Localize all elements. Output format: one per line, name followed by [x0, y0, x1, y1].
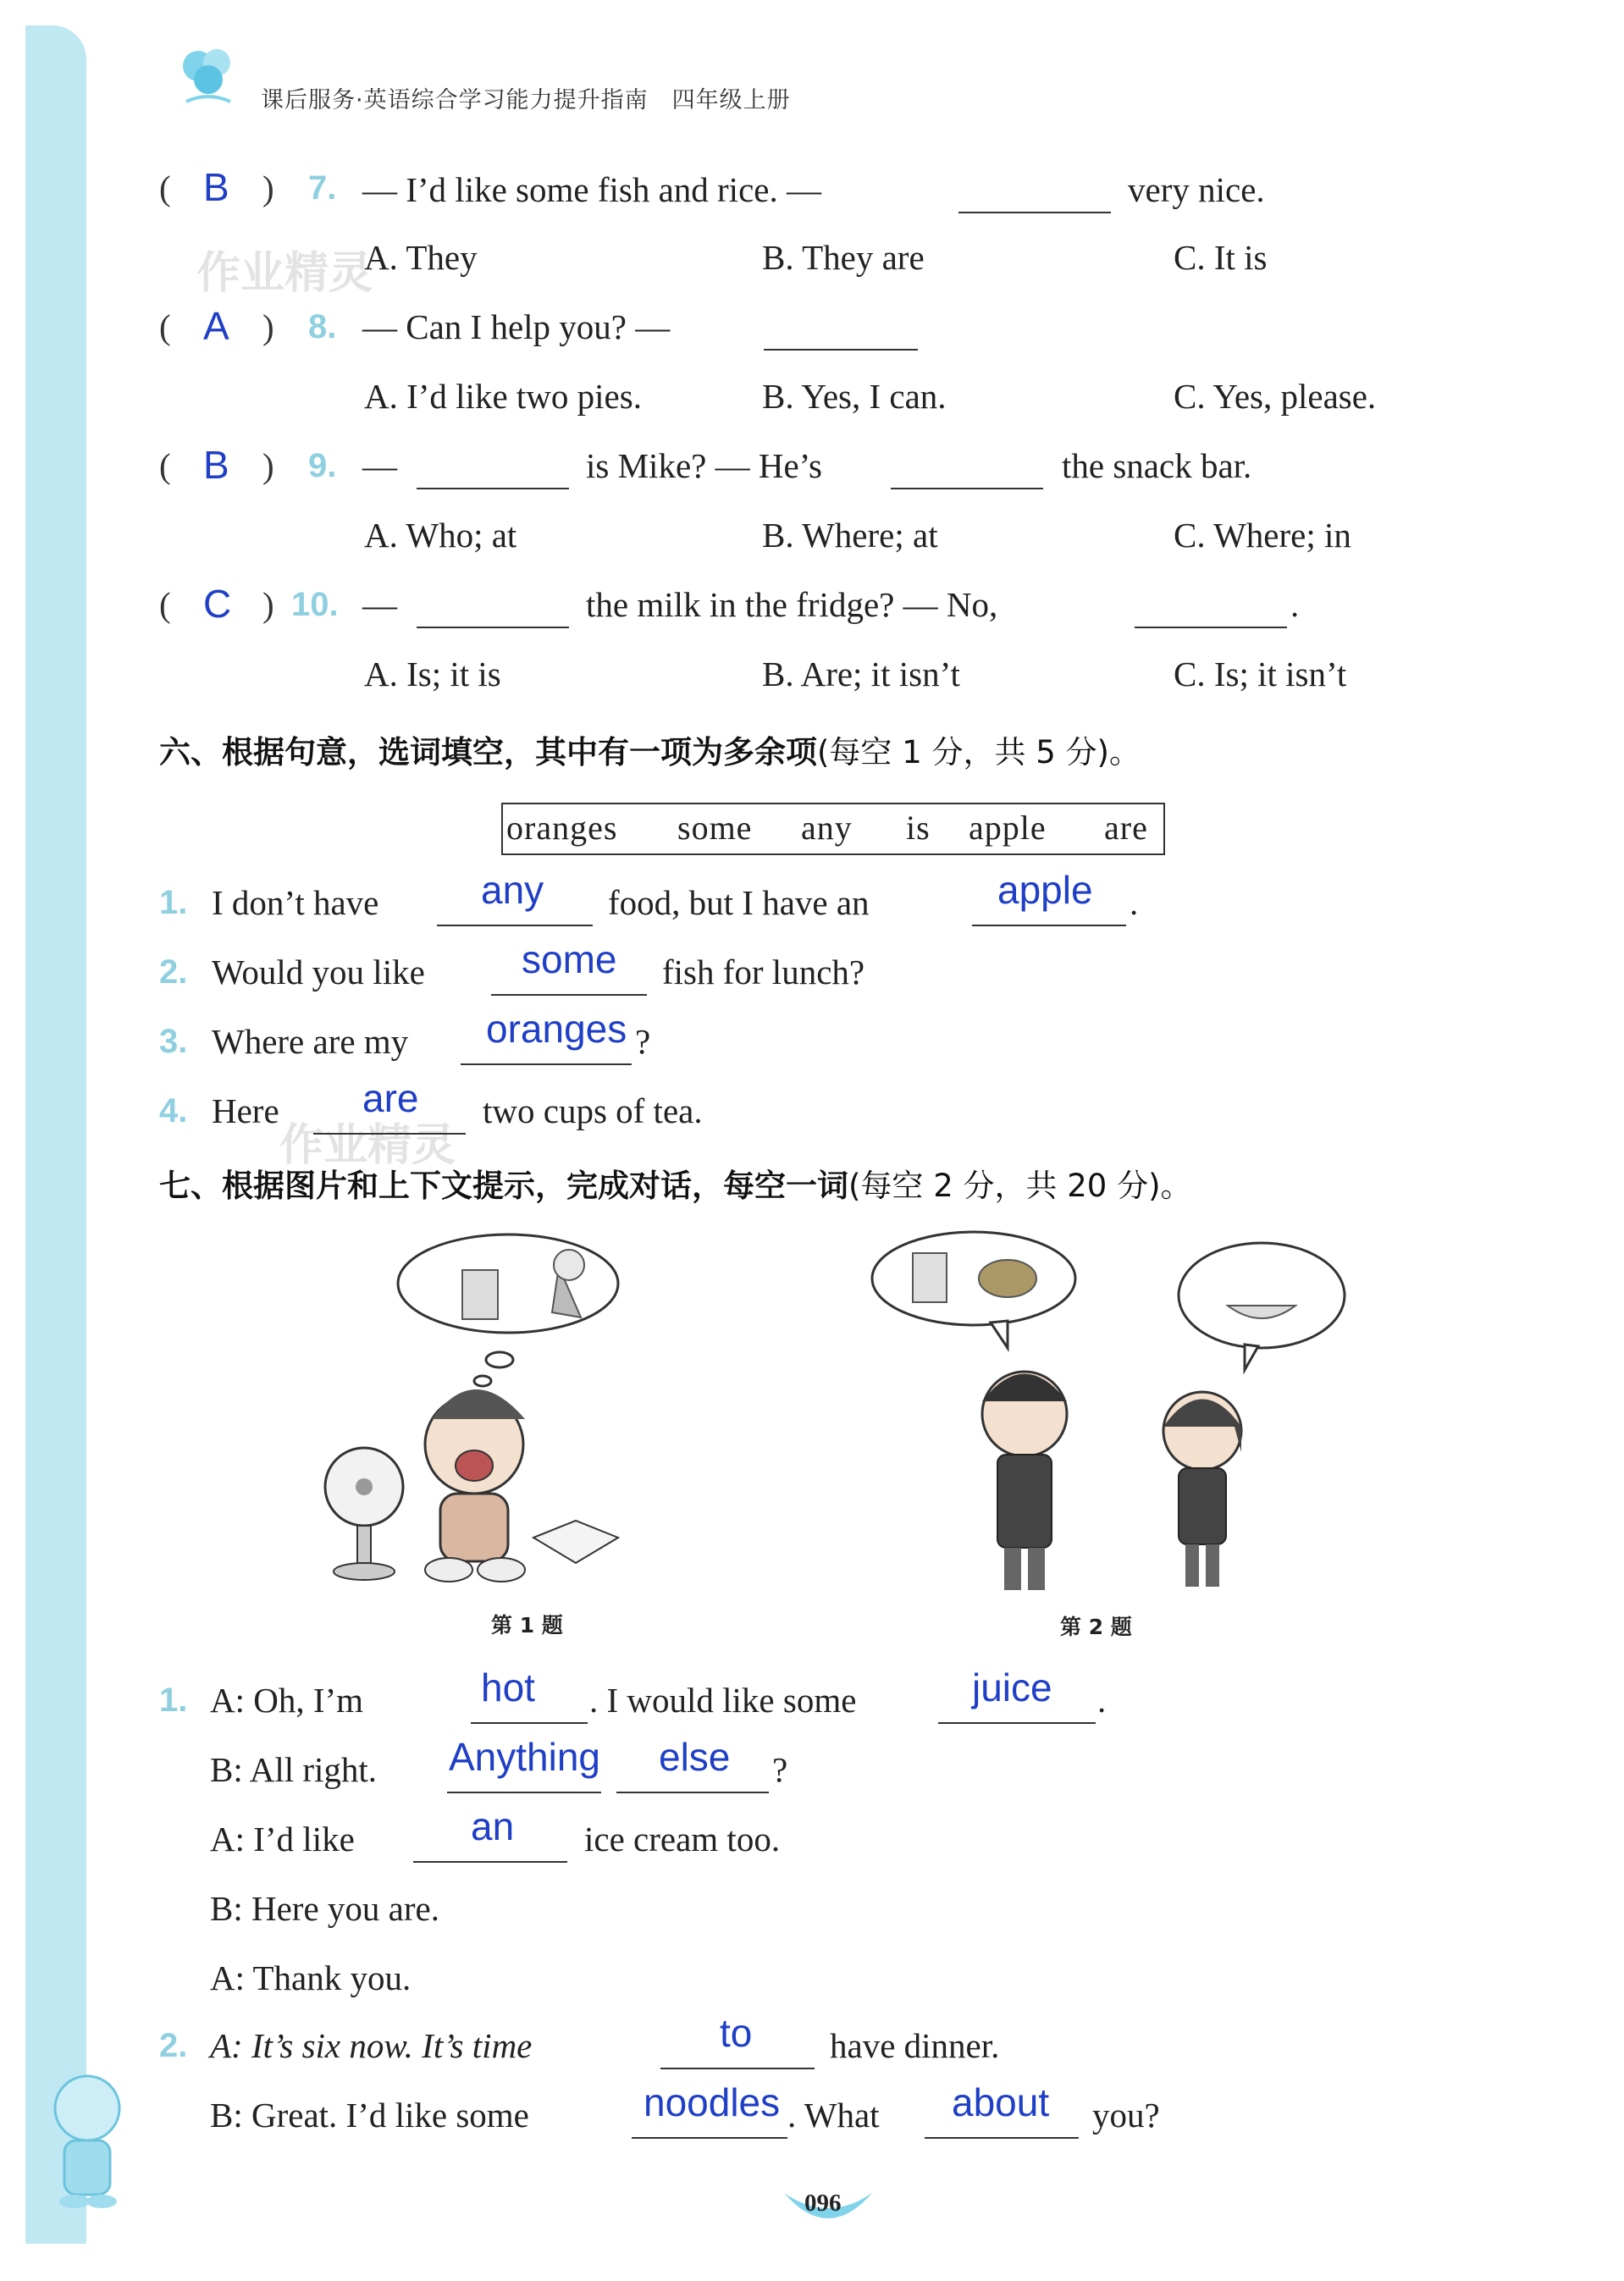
answer-blank [660, 2066, 815, 2069]
watermark: 作业精灵 [196, 248, 373, 299]
thought-bubble-icon [398, 1234, 618, 1386]
paren-close: ) [262, 585, 274, 624]
answer-blank [925, 2135, 1079, 2139]
answer-word: juice [972, 1665, 1052, 1709]
question-dash: — [362, 446, 397, 485]
item-text: Here [212, 1091, 279, 1130]
answer-blank [891, 486, 1043, 489]
item-number: 3. [159, 1023, 188, 1060]
answer-blank [413, 1859, 567, 1863]
item-number: 1. [159, 1682, 188, 1719]
question-text: — I’d like some fish and rice. — [362, 170, 821, 209]
answer-blank [447, 1790, 601, 1793]
girl-icon [1163, 1392, 1241, 1587]
paren-close: ) [262, 446, 274, 485]
word-bank-item: any [801, 809, 853, 847]
answer-word: hot [481, 1665, 535, 1709]
answer-blank [958, 210, 1111, 213]
speech-bubble-noodles-icon [1179, 1243, 1345, 1370]
option-c: C. Where; in [1174, 516, 1351, 555]
answer-blank [1135, 625, 1287, 628]
balloon-logo-icon [169, 42, 246, 110]
dialogue-line: B: Here you are. [210, 1889, 439, 1928]
question-tail: the snack bar. [1062, 446, 1252, 485]
answer-blank [313, 1131, 466, 1135]
option-a: A. I’d like two pies. [364, 377, 642, 416]
open-book-icon [533, 1521, 618, 1563]
header-title: 课后服务·英语综合学习能力提升指南 四年级上册 [261, 87, 791, 113]
word-bank-item: are [1104, 809, 1148, 847]
item-text: ? [635, 1022, 651, 1061]
paren-open: ( [159, 168, 171, 207]
answer-letter: B [203, 165, 229, 209]
answer-word: about [952, 2080, 1050, 2124]
item-text: Where are my [212, 1022, 409, 1061]
dialogue-line: B: Great. I’d like some [210, 2096, 529, 2135]
section-6-title: 六、根据句意，选词填空，其中有一项为多余项 [159, 734, 817, 770]
question-dash: — [362, 585, 397, 624]
question-number: 8. [308, 308, 337, 345]
dialogue-line: have dinner. [830, 2026, 1000, 2065]
option-c: C. Is; it isn’t [1174, 654, 1347, 693]
option-a: A. Is; it is [364, 654, 501, 693]
option-b: B. Where; at [762, 516, 938, 555]
answer-blank [471, 1720, 588, 1724]
word-bank-item: some [677, 809, 753, 847]
dialogue-line: . I would like some [589, 1681, 857, 1720]
word-bank-item: oranges [506, 809, 618, 847]
answer-word: noodles [644, 2080, 781, 2124]
answer-word: any [481, 868, 544, 912]
item-text: food, but I have an [608, 883, 870, 922]
figure-2-caption: 第 2 题 [1060, 1615, 1132, 1639]
word-bank-box [501, 803, 1165, 855]
section-7-title: 七、根据图片和上下文提示，完成对话，每空一词 [159, 1168, 848, 1204]
figure-1-caption: 第 1 题 [491, 1613, 563, 1638]
question-text: the milk in the fridge? — No, [586, 585, 998, 624]
speech-bubble-drink-burger-icon [872, 1232, 1075, 1348]
option-c: C. It is [1174, 238, 1268, 277]
figure-2-boy-girl-illustration [847, 1228, 1372, 1600]
dialogue-line: . [1097, 1681, 1107, 1720]
boy-icon [982, 1372, 1067, 1590]
answer-word: to [720, 2011, 753, 2055]
section-6-heading [159, 726, 1141, 772]
answer-word: apple [997, 868, 1093, 912]
answer-blank [616, 1790, 769, 1793]
word-bank-item: is [906, 809, 931, 847]
paren-close: ) [262, 307, 274, 346]
option-b: B. Are; it isn’t [762, 654, 960, 693]
item-number: 1. [159, 884, 188, 921]
dialogue-line: . What [787, 2096, 880, 2135]
dialogue-line: A: I’d like [210, 1820, 355, 1858]
watermark: 作业精灵 [279, 1120, 456, 1171]
answer-word: an [471, 1804, 515, 1848]
question-text: — Can I help you? — [362, 307, 671, 346]
answer-word: are [362, 1076, 419, 1120]
item-text: . [1130, 883, 1139, 922]
item-number: 4. [159, 1092, 188, 1129]
option-c: C. Yes, please. [1174, 377, 1377, 416]
figure-1-hot-boy-illustration [305, 1233, 644, 1605]
fan-icon [325, 1448, 403, 1580]
answer-blank [417, 625, 569, 628]
dialogue-line: ? [772, 1750, 788, 1789]
item-text: Would you like [212, 953, 425, 991]
answer-word: oranges [486, 1007, 627, 1051]
section-7-heading [159, 1160, 1192, 1206]
sweaty-boy-icon [425, 1389, 525, 1582]
answer-letter: A [203, 304, 229, 348]
section-7-points: (每空 2 分，共 20 分)。 [848, 1168, 1192, 1204]
dialogue-line: ice cream too. [584, 1820, 781, 1858]
answer-blank [417, 486, 569, 489]
question-number: 10. [291, 586, 339, 623]
option-b: B. Yes, I can. [762, 377, 947, 416]
item-text: fish for lunch? [662, 953, 865, 991]
answer-blank [938, 1720, 1096, 1724]
word-bank-item: apple [969, 809, 1047, 847]
item-text: I don’t have [212, 883, 379, 922]
question-tail: . [1290, 585, 1300, 624]
answer-blank [491, 992, 647, 996]
item-number: 2. [159, 2027, 188, 2064]
answer-letter: B [203, 443, 229, 487]
answer-letter: C [203, 582, 232, 626]
dialogue-line: A: Oh, I’m [210, 1681, 364, 1720]
answer-blank [632, 2135, 787, 2139]
item-text: two cups of tea. [483, 1091, 703, 1130]
paren-close: ) [262, 168, 274, 207]
option-a: A. They [364, 238, 478, 277]
page-sidebar-stripe [25, 25, 86, 2244]
question-tail: very nice. [1128, 170, 1265, 209]
paren-open: ( [159, 585, 171, 624]
dialogue-line: A: It’s six now. It’s time [210, 2026, 533, 2065]
paren-open: ( [159, 307, 171, 346]
page-number: 096 [804, 2190, 842, 2217]
paren-open: ( [159, 446, 171, 485]
question-number: 9. [308, 447, 337, 484]
option-b: B. They are [762, 238, 925, 277]
answer-word: else [659, 1735, 731, 1779]
answer-word: some [522, 937, 617, 981]
answer-blank [972, 923, 1126, 926]
question-number: 7. [308, 169, 337, 207]
dialogue-line: B: All right. [210, 1750, 378, 1789]
option-a: A. Who; at [364, 516, 517, 555]
answer-word: Anything [449, 1735, 601, 1779]
answer-blank [764, 347, 918, 351]
question-text: is Mike? — He’s [586, 446, 822, 485]
dialogue-line: you? [1092, 2096, 1160, 2135]
dialogue-line: A: Thank you. [210, 1958, 412, 1997]
item-number: 2. [159, 953, 188, 991]
answer-blank [461, 1062, 632, 1065]
section-6-points: (每空 1 分，共 5 分)。 [817, 734, 1141, 770]
cartoon-kid-mascot-icon [41, 2066, 134, 2218]
answer-blank [437, 923, 593, 926]
